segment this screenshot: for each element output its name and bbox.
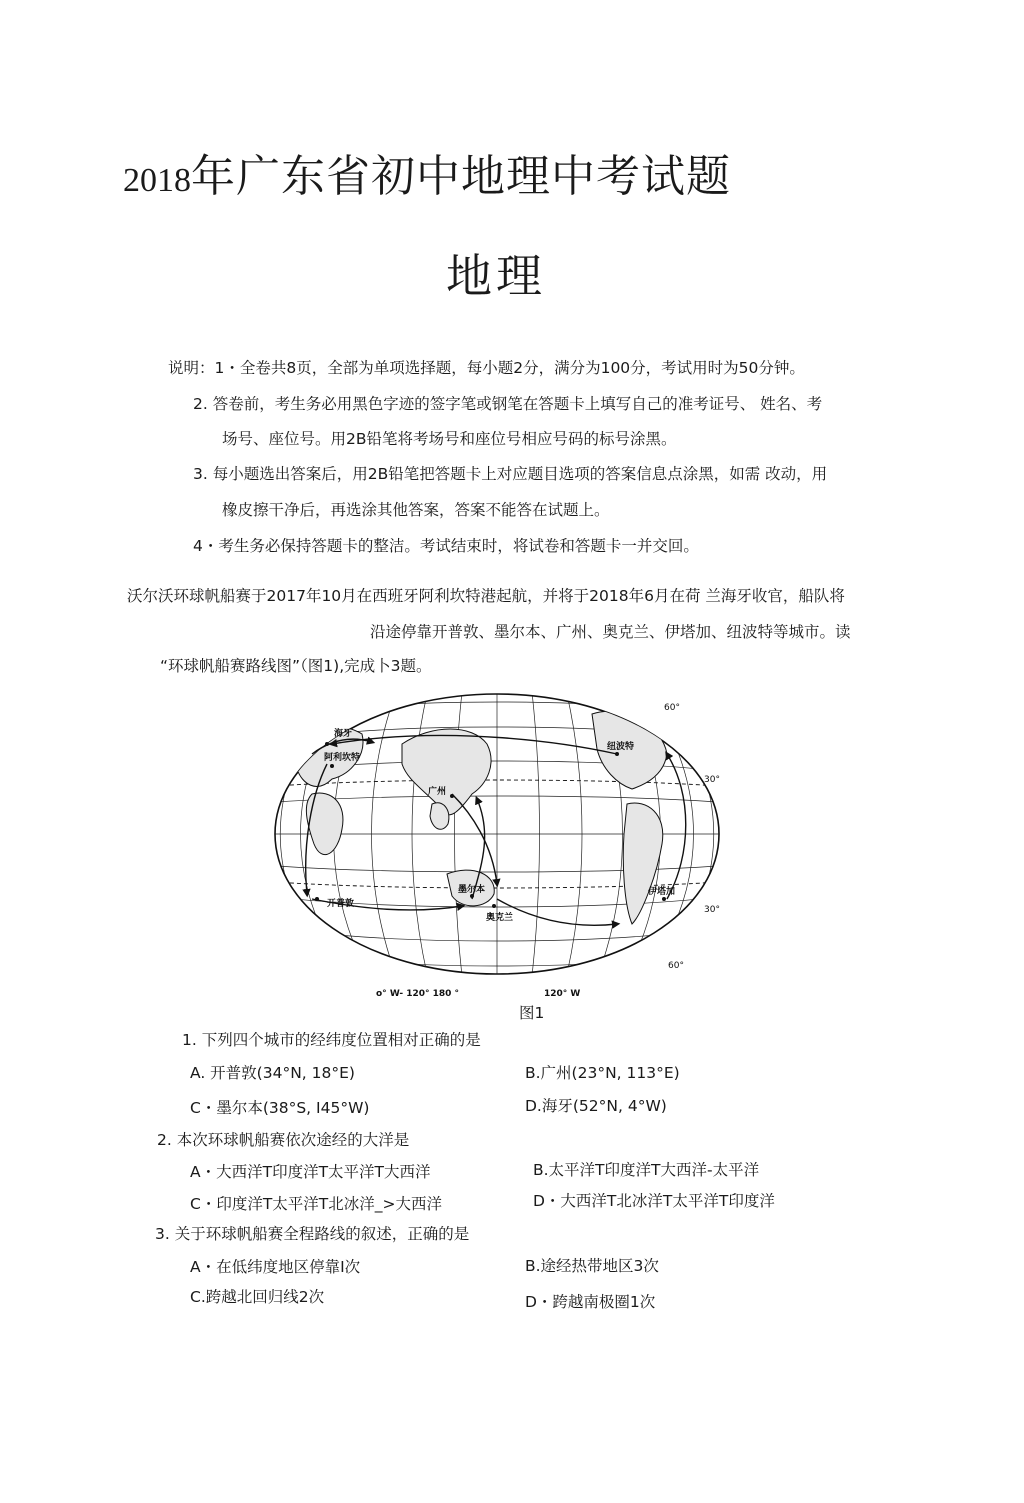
question-2-option-c: C・印度洋T太平洋T北冰洋_>大西洋 [190, 1195, 442, 1213]
lat-label-30s: 30° [704, 905, 720, 915]
question-3-option-c: C.跨越北回归线2次 [190, 1288, 325, 1306]
label-itajai: 伊塔加 [648, 887, 676, 897]
label-newport: 纽波特 [607, 742, 635, 752]
question-3-option-d: D・跨越南极圈1次 [525, 1293, 656, 1311]
question-2-option-a: A・大西洋T印度洋T太平洋T大西洋 [190, 1163, 431, 1181]
question-2-stem: 2. 本次环球帆船赛依次途经的大洋是 [157, 1131, 410, 1149]
lon-label-right: 120° W [544, 989, 581, 999]
question-3-stem: 3. 关于环球帆船赛全程路线的叙述，正确的是 [155, 1225, 470, 1243]
question-3-option-b: B.途经热带地区3次 [525, 1257, 659, 1275]
question-1-stem: 1. 下列四个城市的经纬度位置相对正确的是 [182, 1031, 481, 1049]
passage-line-2: 沿途停靠开普敦、墨尔本、广州、奥克兰、伊塔加、纽波特等城市。读 [370, 623, 851, 641]
title-year: 2018 [123, 162, 191, 199]
label-auckland: 奥克兰 [486, 913, 514, 923]
world-route-map [272, 684, 722, 1000]
instruction-2-cont: 场号、座位号。用2B铅笔将考场号和座位号相应号码的标号涂黑。 [222, 430, 677, 448]
lat-label-30n: 30° [704, 775, 720, 785]
instruction-3: 3. 每小题选出答案后，用2B铅笔把答题卡上对应题目选项的答案信息点涂黑，如需 改动，用 [193, 465, 828, 483]
passage-line-3: “环球帆船赛路线图”（图1),完成卜3题。 [160, 657, 432, 675]
question-1-option-d: D.海牙(52°N, 4°W) [525, 1097, 667, 1115]
question-1-option-b: B.广州(23°N, 113°E) [525, 1064, 680, 1082]
label-guangzhou: 广州 [428, 787, 447, 797]
lon-label-left: o° W- 120° 180 ° [376, 989, 460, 999]
figure-caption: 图1 [519, 1004, 545, 1022]
label-haiya: 海牙 [334, 729, 353, 739]
question-2-option-d: D・大西洋T北冰洋T太平洋T印度洋 [533, 1192, 775, 1210]
label-capetown: 开普敦 [327, 899, 355, 909]
lat-label-60n: 60° [664, 703, 680, 713]
label-alicante: 阿利坎特 [324, 753, 361, 763]
passage-line-1: 沃尔沃环球帆船赛于2017年10月在西班牙阿利坎特港起航，并将于2018年6月在荷 兰海牙收官，船队将 [127, 587, 845, 605]
instruction-2: 2. 答卷前，考生务必用黑色字迹的签字笔或钢笔在答题卡上填写自己的准考证号、 姓名、考 [193, 395, 823, 413]
question-1-option-a: A. 开普敦(34°N, 18°E) [190, 1064, 355, 1082]
label-melbourne: 墨尔本 [458, 885, 486, 895]
title-text: 年广东省初中地理中考试题 [191, 151, 731, 202]
exam-title [123, 140, 731, 204]
lat-label-60s: 60° [668, 961, 684, 971]
question-3-option-a: A・在低纬度地区停靠I次 [190, 1258, 361, 1276]
subject-heading: 地理 [446, 249, 546, 303]
question-1-option-c: C・墨尔本(38°S, I45°W) [190, 1099, 370, 1117]
instruction-3-cont: 橡皮擦干净后，再选涂其他答案，答案不能答在试题上。 [222, 501, 610, 519]
instruction-4: 4・考生务必保持答题卡的整洁。考试结束时，将试卷和答题卡一并交回。 [193, 537, 699, 555]
question-2-option-b: B.太平洋T印度洋T大西洋-太平洋 [533, 1161, 760, 1179]
instruction-1: 说明：1・全卷共8页，全部为单项选择题，每小题2分，满分为100分，考试用时为50分钟。 [168, 359, 805, 377]
